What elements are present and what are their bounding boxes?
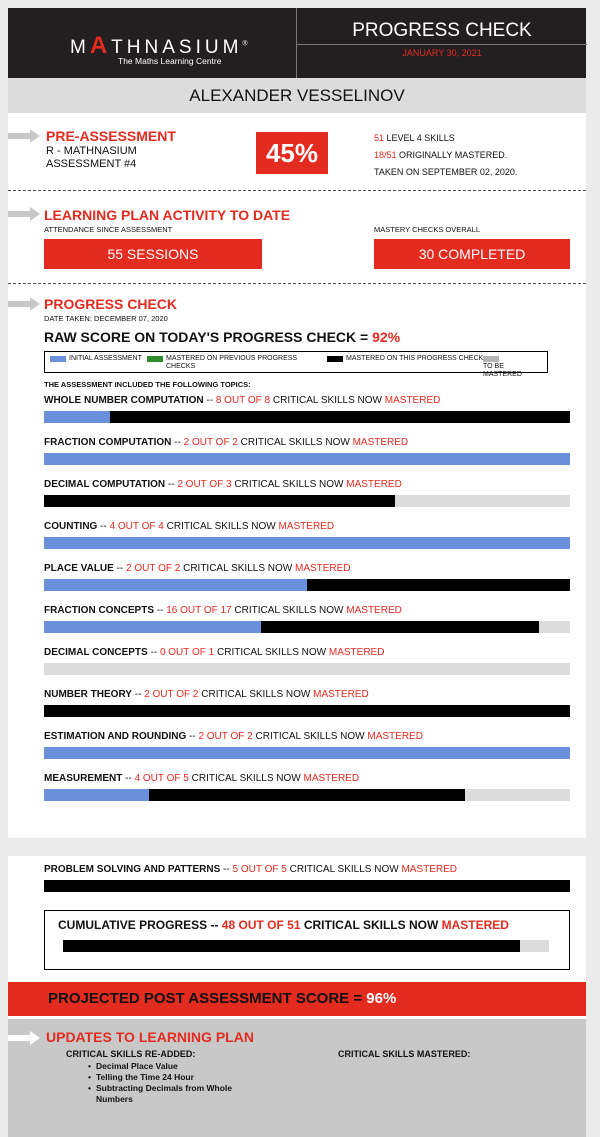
section-divider <box>8 190 586 191</box>
projected-score: PROJECTED POST ASSESSMENT SCORE = 96% <box>8 982 586 1016</box>
bar-this-check-segment <box>44 880 570 892</box>
legend-this-check: MASTERED ON THIS PROGRESS CHECK <box>327 355 484 363</box>
logo-tagline: The Maths Learning Centre <box>118 56 222 66</box>
topic-progress-bar <box>44 747 570 759</box>
updates-panel <box>8 1019 586 1137</box>
report-date: JANUARY 30, 2021 <box>402 48 482 58</box>
readded-label: CRITICAL SKILLS RE-ADDED: <box>66 1049 196 1059</box>
title-divider <box>297 44 587 45</box>
topic-label: FRACTION COMPUTATION -- 2 OUT OF 2 CRITICAL SKILLS NOW MASTERED <box>44 437 409 448</box>
mastery-checks-label: MASTERY CHECKS OVERALL <box>374 225 481 234</box>
mastered-label: CRITICAL SKILLS MASTERED: <box>338 1049 471 1059</box>
student-name: ALEXANDER VESSELINOV <box>8 78 586 113</box>
legend-swatch-initial <box>50 356 66 362</box>
readded-skill: • Decimal Place Value <box>88 1061 258 1072</box>
mastered-line: 18/51 ORIGINALLY MASTERED. <box>374 150 508 160</box>
bar-initial-segment <box>44 747 570 759</box>
raw-score-value: 92% <box>372 329 401 345</box>
bar-this-check-segment <box>63 940 520 952</box>
topic-label: DECIMAL COMPUTATION -- 2 OUT OF 3 CRITICAL SKILLS NOW MASTERED <box>44 479 402 490</box>
learning-plan-title: LEARNING PLAN ACTIVITY TO DATE <box>44 207 291 223</box>
mathnasium-logo <box>8 8 294 78</box>
bar-initial-segment <box>44 789 149 801</box>
title-box <box>296 8 586 78</box>
section-arrow-icon <box>8 297 40 311</box>
topic-progress-bar <box>44 537 570 549</box>
bar-this-check-segment <box>261 621 539 633</box>
topic-progress-bar <box>44 621 570 633</box>
topic-progress-bar <box>44 789 570 801</box>
topic-label: DECIMAL CONCEPTS -- 0 OUT OF 1 CRITICAL SKILLS NOW MASTERED <box>44 647 385 658</box>
report-page-2 <box>8 856 586 1137</box>
report-page-1 <box>8 8 586 838</box>
pre-assessment-score: 45% <box>256 132 328 174</box>
topic-label: PLACE VALUE -- 2 OUT OF 2 CRITICAL SKILLS NOW MASTERED <box>44 563 351 574</box>
report-title: PROGRESS CHECK <box>352 20 532 41</box>
pre-assessment-title: PRE-ASSESSMENT <box>46 128 176 144</box>
logo-wordmark: MATHNASIUM® <box>70 32 248 59</box>
cumulative-label: CUMULATIVE PROGRESS -- 48 OUT OF 51 CRITICAL SKILLS NOW MASTERED <box>58 918 509 932</box>
topic-label: FRACTION CONCEPTS -- 16 OUT OF 17 CRITICAL SKILLS NOW MASTERED <box>44 605 402 616</box>
topic-label: NUMBER THEORY -- 2 OUT OF 2 CRITICAL SKILLS NOW MASTERED <box>44 689 369 700</box>
topic-label: PROBLEM SOLVING AND PATTERNS -- 5 OUT OF 5 CRITICAL SKILLS NOW MASTERED <box>44 864 458 875</box>
bar-this-check-segment <box>44 705 570 717</box>
topic-label: ESTIMATION AND ROUNDING -- 2 OUT OF 2 CRITICAL SKILLS NOW MASTERED <box>44 731 423 742</box>
bar-this-check-segment <box>44 495 395 507</box>
topic-label: MEASUREMENT -- 4 OUT OF 5 CRITICAL SKILLS NOW MASTERED <box>44 773 360 784</box>
readded-skills-list <box>88 1061 258 1105</box>
skills-count-line: 51 LEVEL 4 SKILLS <box>374 133 455 143</box>
readded-skill: • Telling the Time 24 Hour <box>88 1072 258 1083</box>
bar-initial-segment <box>44 579 307 591</box>
topic-progress-bar <box>44 579 570 591</box>
legend-swatch-this-check <box>327 356 343 362</box>
topic-progress-bar <box>44 663 570 675</box>
attendance-value: 55 SESSIONS <box>44 239 262 269</box>
cumulative-bar <box>63 940 549 952</box>
legend-swatch-previous <box>147 356 163 362</box>
cumulative-progress <box>44 910 570 970</box>
topic-progress-bar <box>44 705 570 717</box>
bar-initial-segment <box>44 621 261 633</box>
pre-assessment-details <box>374 130 517 181</box>
bar-this-check-segment <box>307 579 570 591</box>
assessment-line-1: R - MATHNASIUM <box>46 145 137 157</box>
pre-assessment-name <box>46 145 137 171</box>
taken-line: TAKEN ON SEPTEMBER 02, 2020. <box>374 167 518 177</box>
topic-progress-bar <box>44 453 570 465</box>
section-arrow-icon <box>8 129 40 143</box>
section-arrow-icon <box>8 207 40 221</box>
topic-progress-bar <box>44 880 570 892</box>
section-arrow-icon <box>8 1031 40 1045</box>
topics-heading: THE ASSESSMENT INCLUDED THE FOLLOWING TOPICS: <box>44 380 251 389</box>
mastery-checks-value: 30 COMPLETED <box>374 239 570 269</box>
report-header <box>8 8 586 78</box>
legend-to-be: TO BE MASTERED <box>483 355 547 379</box>
topic-progress-bar <box>44 411 570 423</box>
attendance-label: ATTENDANCE SINCE ASSESSMENT <box>44 225 173 234</box>
projected-score-value: 96% <box>366 990 397 1007</box>
progress-legend <box>44 351 548 378</box>
bar-initial-segment <box>44 411 110 423</box>
bar-this-check-segment <box>110 411 570 423</box>
raw-score: RAW SCORE ON TODAY'S PROGRESS CHECK = 92% <box>44 329 401 345</box>
topic-progress-bar <box>44 495 570 507</box>
section-divider <box>8 283 586 284</box>
bar-this-check-segment <box>149 789 465 801</box>
topic-label: WHOLE NUMBER COMPUTATION -- 8 OUT OF 8 CRITICAL SKILLS NOW MASTERED <box>44 395 441 406</box>
readded-skill: • Subtracting Decimals from Whole Numbers <box>88 1083 258 1105</box>
legend-initial: INITIAL ASSESSMENT <box>50 355 151 363</box>
updates-title: UPDATES TO LEARNING PLAN <box>46 1029 254 1045</box>
legend-previous: MASTERED ON PREVIOUS PROGRESS CHECKS <box>147 355 321 371</box>
bar-initial-segment <box>44 537 570 549</box>
topic-label: COUNTING -- 4 OUT OF 4 CRITICAL SKILLS NOW MASTERED <box>44 521 335 532</box>
date-taken: DATE TAKEN: DECEMBER 07, 2020 <box>44 314 168 323</box>
assessment-line-2: ASSESSMENT #4 <box>46 158 137 170</box>
bar-initial-segment <box>44 453 570 465</box>
legend-swatch-to-be <box>483 356 499 362</box>
progress-check-title: PROGRESS CHECK <box>44 296 178 312</box>
